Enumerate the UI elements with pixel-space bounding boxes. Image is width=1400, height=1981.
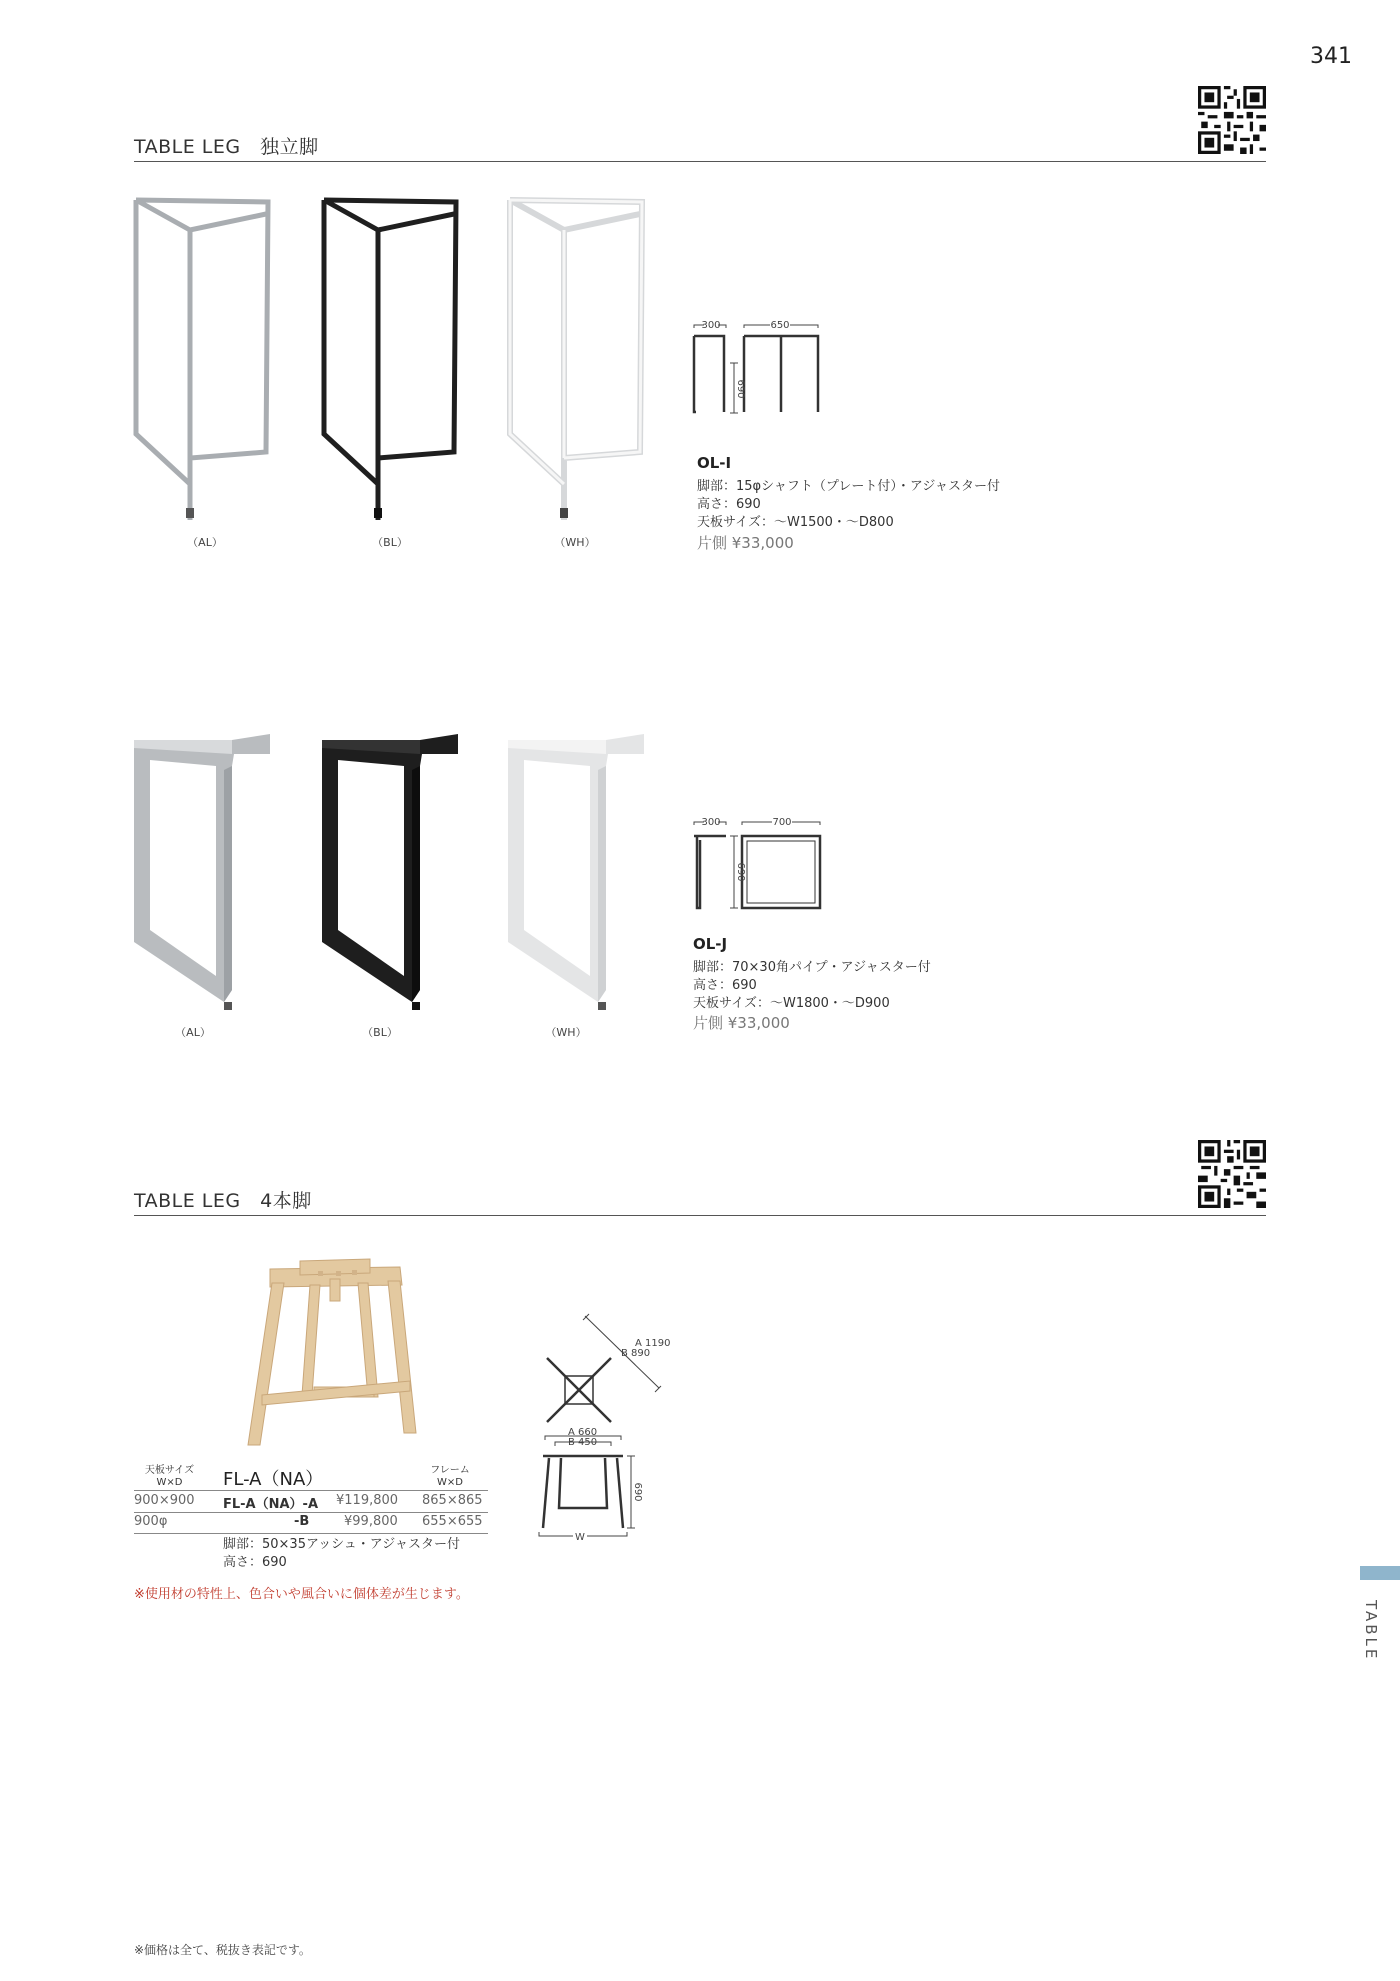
fl-a-top-b-label: B 890: [621, 1348, 651, 1359]
row-top-size: 900×900: [134, 1493, 195, 1508]
fl-a-width-label: W: [575, 1532, 585, 1543]
fl-a-wooden-leg-image: [240, 1255, 430, 1450]
row-code: -B: [294, 1514, 310, 1529]
ol-j-leg-black-image: [316, 730, 468, 1020]
fl-a-top-a-label: A 1190: [635, 1338, 671, 1349]
table-header-frame-wd: W×D: [437, 1477, 463, 1488]
table-header-frame: フレーム: [430, 1465, 470, 1476]
table-rule: [134, 1533, 488, 1534]
ol-j-depth-label: 300: [701, 817, 721, 828]
ol-j-leg-aluminum-image: [128, 730, 280, 1020]
row-code: FL-A（NA）-A: [223, 1497, 319, 1512]
ol-i-width-label: 650: [770, 320, 790, 331]
ol-i-height-label: 690: [735, 379, 746, 399]
row-price: ¥99,800: [344, 1514, 398, 1529]
color-label-wh: （WH）: [554, 536, 596, 549]
ol-i-model-name: OL-I: [697, 454, 732, 472]
side-tab-bar: [1360, 1566, 1400, 1580]
ol-j-height-label: 690: [735, 862, 746, 882]
fl-a-spec-leg: 脚部：50×35アッシュ・アジャスター付: [223, 1537, 461, 1552]
color-label-wh: （WH）: [545, 1026, 587, 1039]
table-rule: [134, 1490, 488, 1491]
section-rule: [134, 161, 1266, 162]
table-header-top-wd: W×D: [156, 1477, 183, 1488]
ol-i-price: 片側 ¥33,000: [697, 534, 794, 552]
color-label-al: （AL）: [187, 536, 223, 549]
ol-j-leg-white-image: [502, 730, 654, 1020]
fl-a-front-b-label: B 450: [568, 1437, 598, 1448]
ol-i-leg-white-image: [502, 190, 654, 530]
ol-j-spec-leg: 脚部：70×30角パイプ・アジャスター付: [693, 960, 931, 975]
ol-i-leg-black-image: [316, 190, 468, 530]
color-label-bl: （BL）: [372, 536, 408, 549]
fl-a-dimension-diagram: [535, 1310, 685, 1560]
section-title-independent-legs: TABLE LEG 独立脚: [134, 136, 319, 158]
ol-j-spec-height: 高さ：690: [693, 978, 757, 993]
fl-a-height-label: 690: [632, 1482, 643, 1502]
section-title-four-legs: TABLE LEG 4本脚: [134, 1190, 312, 1212]
ol-j-spec-top-size: 天板サイズ：～W1800・～D900: [693, 996, 890, 1011]
table-header-top-size: 天板サイズ: [144, 1465, 195, 1476]
qr-code-icon[interactable]: [1198, 86, 1266, 154]
ol-j-width-label: 700: [772, 817, 792, 828]
qr-code-icon[interactable]: [1198, 1140, 1266, 1208]
row-frame-size: 865×865: [422, 1493, 483, 1508]
section-rule: [134, 1215, 1266, 1216]
table-rule: [134, 1512, 488, 1513]
fl-a-model-name: FL-A（NA）: [223, 1469, 324, 1490]
page-number: 341: [1310, 44, 1352, 69]
fl-a-spec-height: 高さ：690: [223, 1555, 287, 1570]
ol-i-leg-aluminum-image: [128, 190, 280, 530]
color-label-bl: （BL）: [362, 1026, 398, 1039]
ol-i-spec-leg: 脚部：15φシャフト（プレート付）・アジャスター付: [697, 479, 1001, 494]
ol-j-dimension-diagram: [690, 812, 830, 917]
row-frame-size: 655×655: [422, 1514, 483, 1529]
row-price: ¥119,800: [336, 1493, 399, 1508]
fl-a-front-a-label: A 660: [568, 1427, 598, 1438]
color-label-al: （AL）: [175, 1026, 211, 1039]
row-top-size: 900φ: [134, 1514, 168, 1529]
ol-i-spec-height: 高さ：690: [697, 497, 761, 512]
side-tab-label[interactable]: TABLE: [1362, 1600, 1380, 1662]
ol-j-model-name: OL-J: [693, 935, 728, 953]
ol-i-depth-label: 300: [701, 320, 721, 331]
ol-i-spec-top-size: 天板サイズ：～W1500・～D800: [697, 515, 894, 530]
material-note: ※使用材の特性上、色合いや風合いに個体差が生じます。: [134, 1587, 469, 1602]
ol-i-dimension-diagram: [690, 315, 830, 420]
ol-j-price: 片側 ¥33,000: [693, 1014, 790, 1032]
tax-footnote: ※価格は全て、税抜き表記です。: [134, 1943, 311, 1957]
